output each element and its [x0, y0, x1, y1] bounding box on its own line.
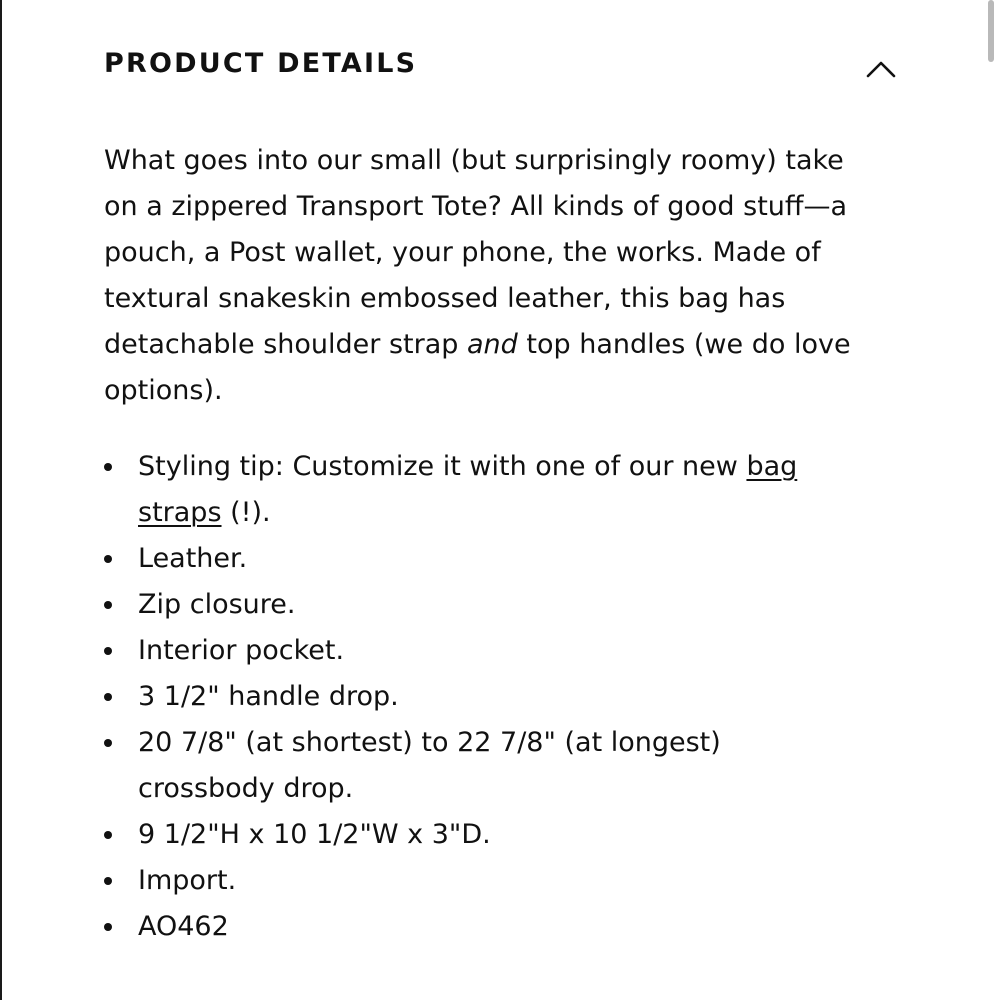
product-description	[104, 138, 864, 414]
spec-item: Leather.	[104, 536, 804, 582]
description-rest: top handles (we do love options).	[104, 329, 851, 406]
spec-item-styling-tip	[104, 444, 804, 536]
spec-item: 20 7/8" (at shortest) to 22 7/8" (at longest) crossbody drop.	[104, 720, 804, 812]
page-left-border	[0, 0, 2, 1000]
spec-item: 9 1/2"H x 10 1/2"W x 3"D.	[104, 812, 804, 858]
chevron-up-icon	[864, 52, 898, 82]
scrollbar-thumb[interactable]	[988, 0, 994, 62]
spec-item: Import.	[104, 858, 804, 904]
styling-tip-text: Styling tip: Customize it with one of our new	[138, 451, 738, 482]
spec-item: AO462	[104, 904, 804, 950]
bag-straps-link[interactable]: bag straps	[138, 451, 798, 528]
description-main: What goes into our small (but surprisingly roomy) take on a zippered Transport Tote? All kinds of good stuff—a pouch, a Post wallet, your phone, the works. Made of textural snakeskin embossed leather, this bag has detachable shoulder strap	[104, 145, 848, 360]
spec-item: 3 1/2" handle drop.	[104, 674, 804, 720]
product-details-section	[104, 0, 904, 950]
section-title: PRODUCT DETAILS	[104, 48, 418, 79]
collapse-toggle-button[interactable]	[864, 52, 898, 82]
description-emphasis: and	[467, 329, 518, 360]
spec-list	[104, 444, 804, 950]
product-details-header[interactable]	[104, 0, 904, 130]
spec-item: Zip closure.	[104, 582, 804, 628]
styling-tip-suffix: (!).	[230, 497, 271, 528]
spec-item: Interior pocket.	[104, 628, 804, 674]
